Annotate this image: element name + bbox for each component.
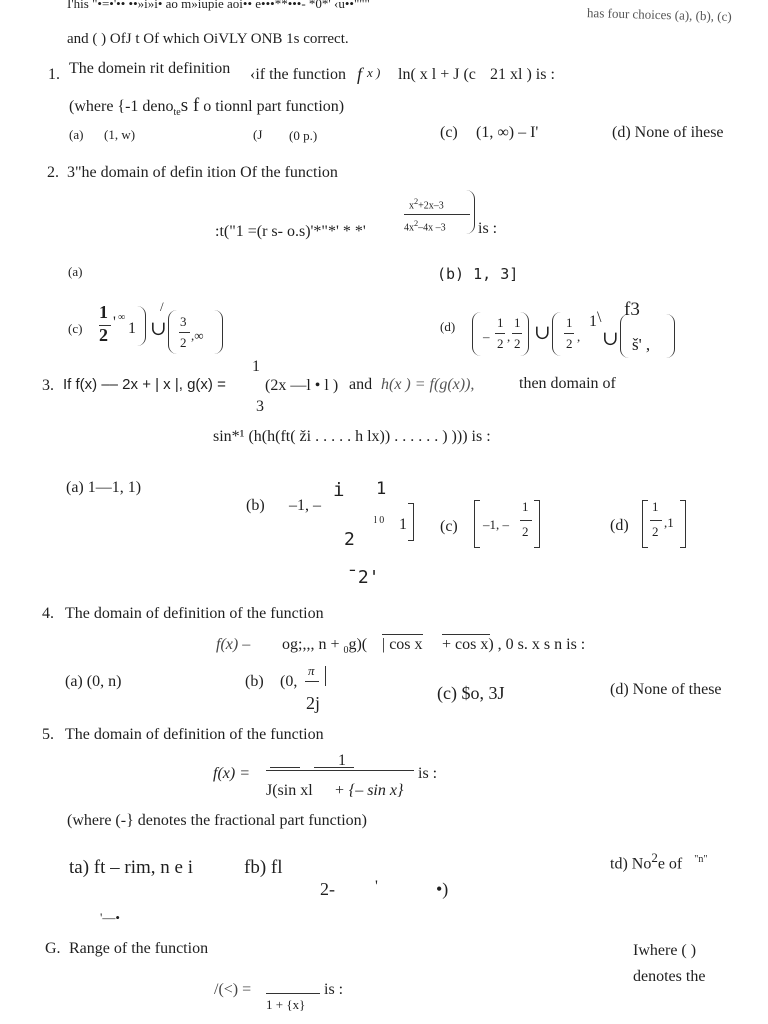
fraction-denominator: 2 [497,336,504,351]
option-b-continued: 2- [320,879,335,899]
option-b-label: (b) [245,673,264,690]
option-a-value: (1, w) [104,127,136,142]
note-part: (where {-1 deno [69,98,174,115]
option-c-value: (1, ∞) – I' [476,124,539,141]
option-d-label: (d) [440,319,456,334]
option-b-value: –1, – [289,497,321,514]
fraction-bar [495,333,505,334]
fraction-numerator: π [308,663,315,678]
question-note [69,96,344,118]
stray-glyph: 1 [376,479,387,499]
term: +2x–3 [418,200,444,212]
right-paren [520,312,529,356]
stray-glyph: l 0 [374,515,385,526]
fraction-bar [305,681,319,682]
question-number: 2. [47,164,59,181]
function-arg: x ) [367,65,381,80]
denominator [404,219,446,233]
question-number: 4. [42,605,54,622]
exponent: 2 [414,197,419,206]
function-expression: f(x) – [216,636,251,653]
function-tail: 21 xl ) is : [490,66,555,83]
option-b: (b) 1, 3] [437,265,519,283]
term: –4x –3 [418,222,446,234]
log-subscript: 0 [343,645,349,657]
option-a: ta) ft – rim, n e i [69,857,193,878]
question-text: 3"he domain of defin ition Of the function [67,164,338,181]
numerator [409,197,444,211]
separator: , [577,329,581,344]
question-text: Range of the function [69,940,209,957]
fraction-numerator: 1 [252,358,260,375]
question-text: The domain of definition of the function [65,605,324,622]
union-symbol: ∪ [602,328,619,350]
sqrt-term: | cos x [382,636,423,653]
stray-text: f3 [624,299,640,320]
interval-end: š' , [632,335,651,354]
separator: , [507,329,511,344]
option-b-label: (J [253,127,263,142]
stray-mark: \ [597,309,602,326]
union-symbol: ∪ [150,318,167,340]
question-text: The domain of definition of the function [65,726,324,743]
question-text: The domein rit definition [69,60,231,77]
fraction-bar [266,770,414,771]
question-text: then domain of [519,375,616,392]
option-c-label: (c) [440,124,458,141]
term: 4x [404,222,414,234]
question-number: 5. [42,726,54,743]
option-c-value: –1, – [483,517,509,532]
option-d-sup: 2 [651,850,658,865]
right-paren [466,190,475,234]
left-paren [552,312,561,356]
left-bracket [642,500,648,548]
header-line-1-left: I'his "•=•'•• ••»i»i• ao m»iupie aoi•• e•••**•••- *0*' ‹u••""" [67,0,370,11]
side-note-line-1: Iwhere ( ) [633,942,697,959]
function-expression: :t("1 =(r s- o.s)'*"*' * *' [215,223,366,240]
stray-mark: '—• [100,910,120,925]
option-c: (c) $o, 3J [437,683,505,703]
option-d: (d) None of ihese [612,124,724,141]
question-text: and [349,376,373,393]
option-d-label: (d) [610,517,629,534]
option-b: fb) fl [244,857,283,878]
question-text: If f(x) –– 2x + | x |, g(x) = [63,376,226,393]
fraction-denominator: + {– sin x} [334,782,404,799]
stray-glyph: ˉ2' [347,567,380,588]
right-bracket [408,503,414,541]
option-d: (d) None of these [610,681,722,698]
fraction-denominator: 2 [344,529,355,550]
function-name: /(<) = [214,981,252,998]
interval-end: 1 [128,320,136,337]
fraction-denominator: 2 [522,524,529,539]
side-note-line-2: denotes the [633,968,706,985]
header-line-2: and ( ) OfJ t Of which OiVLY ONB 1s correct. [67,31,349,47]
fraction-denominator: 3 [256,398,264,415]
function-tail: + cos x) , 0 s. x s n is : [442,636,586,653]
fraction-bar [520,520,532,521]
function-tail: is : [478,220,498,237]
minus-sign: – [483,329,490,344]
question-number: 3. [42,377,54,394]
stray-mark: ' [375,878,378,895]
right-paren [137,306,146,346]
fraction-numerator: 1 [652,499,659,514]
fraction-numerator: 1 [99,302,108,322]
exponent: 2 [414,219,419,228]
option-d-part: td) No [610,855,652,873]
option-d [610,851,707,873]
question-number: G. [45,940,61,957]
fraction-bar [179,332,190,333]
stray-mark: / [160,299,164,314]
infinity-symbol: ∞ [118,312,126,323]
question-note: (where (-} denotes the fractional part function) [67,812,367,829]
function-body: ln( x l + J (c [398,66,476,83]
note-part: s f [180,95,200,116]
option-a-label: (a) [69,127,84,142]
fraction-numerator: 1 [566,315,573,330]
sqrt-bar [270,767,300,768]
fraction-numerator: 1 [338,752,346,769]
fraction-denominator: 2 [514,336,521,351]
fraction-bar [650,520,662,521]
option-b-value: (0 p.) [289,128,318,143]
right-bracket [534,500,540,548]
fraction-denominator: 2 [180,335,187,350]
question-text: (2x —l • l ) [265,377,339,394]
fraction-numerator: 1 [522,499,529,514]
option-a: (a) (0, n) [65,673,122,690]
union-symbol: ∪ [534,322,551,344]
log-part: og;,,, n + [282,636,344,653]
overline [442,634,490,635]
option-a: (a) 1—1, 1) [66,479,142,496]
composite-definition: h(x ) = f(g(x)), [381,376,475,393]
fraction-denominator: J(sin xl [266,782,313,799]
stray-mark: •) [436,879,449,899]
left-paren [168,310,177,354]
function-tail: is : [324,981,344,998]
interval-end: 1 [399,516,407,533]
function-expression [442,636,585,654]
right-paren [666,314,675,358]
option-b-value: (0, [280,673,298,690]
stray-glyph: i [333,479,345,501]
interval-end: 1 [589,313,597,330]
function-name: f [357,64,363,84]
fraction-denominator: 2 [652,524,659,539]
log-part: g)( [348,636,368,653]
option-c-label: (c) [68,321,83,336]
option-c-label: (c) [440,518,458,535]
left-paren [620,314,629,358]
fraction-numerator: 3 [180,314,187,329]
question-text [381,376,474,394]
right-bracket [325,666,327,686]
fraction-bar [564,333,574,334]
question-number: 1. [48,66,60,83]
sqrt-bar [314,767,354,768]
question-text: ‹if the function [250,66,346,83]
option-d-part: "n" [694,854,708,865]
fraction-numerator: 1 [514,315,521,330]
header-line-1-right: has four choices (a), (b), (c) [586,5,732,24]
fraction-denominator: 2 [99,325,108,345]
right-paren [214,310,223,354]
function-tail: is : [418,765,438,782]
fraction-denominator: 2 [566,336,573,351]
option-a-label: (a) [68,264,83,279]
term: x [409,200,414,212]
fraction-denominator: 1 + {x} [266,997,306,1012]
fraction-denominator: 2j [306,693,321,713]
separator: ' [113,314,116,331]
question-expression: sin*¹ (h(h(ft( ži . . . . . h lx)) . . . . . . ) ))) is : [213,428,491,445]
note-subscript: te [173,107,181,119]
left-bracket [474,500,480,548]
interval-end: ,1 [664,515,674,530]
left-paren [472,312,481,356]
fraction-bar [404,214,470,215]
option-d-part: e of [657,855,683,873]
fraction-numerator: 1 [497,315,504,330]
function-expression [282,636,367,656]
interval-end: ,∞ [191,328,204,343]
fraction-bar [266,993,320,994]
function-name: f(x) = [213,765,250,782]
note-part: o tionnl part function) [203,98,345,115]
right-bracket [680,500,686,548]
option-b-label: (b) [246,497,265,514]
